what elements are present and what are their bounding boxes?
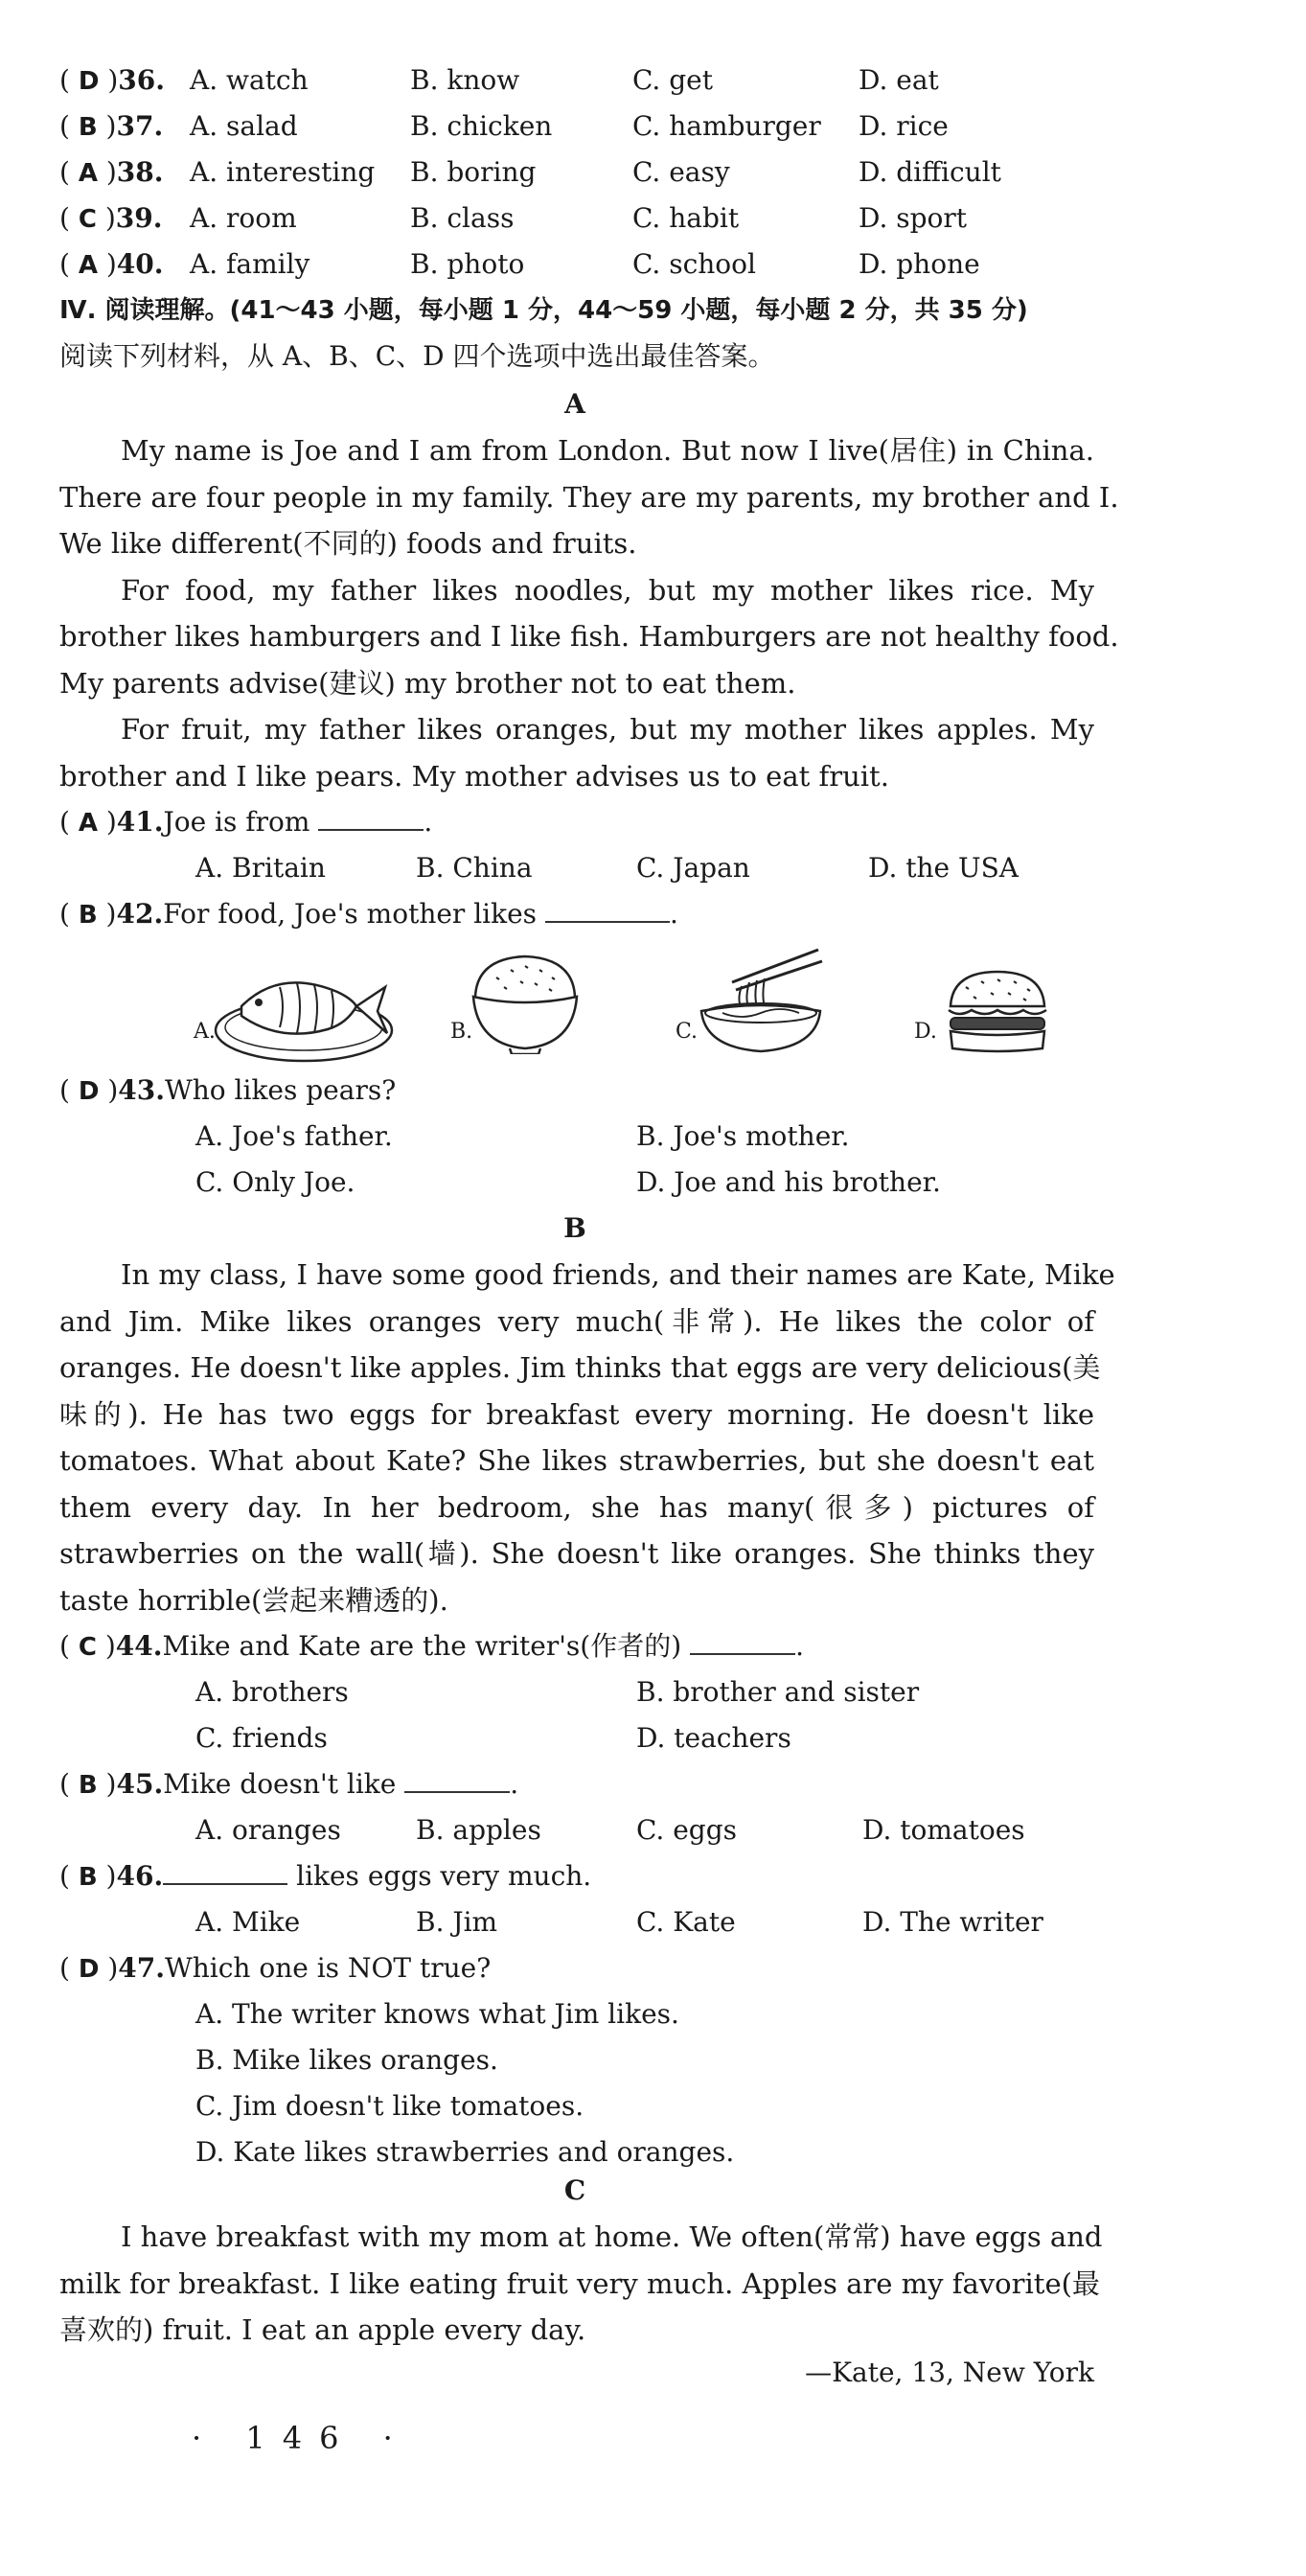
picture-label-d: D.: [914, 1020, 937, 1044]
passage-line: I have breakfast with my mom at home. We often(常常) have eggs and: [121, 2220, 1103, 2253]
question-36: ( D )36.: [59, 64, 165, 96]
passage-line: My parents advise(建议) my brother not to eat them.: [59, 666, 796, 700]
answer-mark: A: [78, 251, 98, 280]
option-b: B. class: [410, 202, 515, 234]
passage-c-label: C: [563, 2174, 586, 2206]
option-c: C. habit: [632, 202, 740, 234]
answer-mark: A: [78, 159, 98, 188]
option-d: D. Joe and his brother.: [636, 1166, 941, 1198]
passage-line: brother and I like pears. My mother advises us to eat fruit.: [59, 759, 889, 793]
question-end: .: [669, 898, 678, 930]
passage-line: There are four people in my family. They are my parents, my brother and I.: [59, 480, 1119, 514]
question-43: ( D )43.Who likes pears?: [59, 1074, 397, 1106]
option-a: A. watch: [190, 64, 309, 96]
passage-line: and Jim. Mike likes oranges very much(非常). He likes the color of: [59, 1304, 1094, 1338]
fish-picture: [213, 958, 395, 1064]
question-number: 43.: [118, 1074, 165, 1106]
question-end: .: [795, 1630, 804, 1662]
answer-mark: B: [78, 113, 98, 142]
picture-label-b: B.: [450, 1020, 473, 1044]
answer-mark: C: [78, 205, 97, 234]
answer-blank: [163, 1860, 287, 1885]
question-40: ( A )40.: [59, 248, 164, 280]
answer-mark: B: [78, 1863, 98, 1892]
option-a: A. room: [190, 202, 297, 234]
rice-picture: [468, 949, 583, 1054]
option-a: A. Britain: [195, 852, 326, 884]
passage-line: 味的). He has two eggs for breakfast every morning. He doesn't like: [59, 1397, 1094, 1431]
answer-mark: B: [78, 1771, 98, 1800]
answer-blank: [545, 898, 670, 923]
option-c: C. eggs: [636, 1814, 738, 1846]
question-number: 40.: [116, 248, 164, 280]
question-stem: likes eggs very much.: [296, 1860, 592, 1892]
question-number: 42.: [116, 898, 164, 930]
question-number: 41.: [116, 806, 164, 838]
option-d: D. teachers: [636, 1722, 791, 1754]
passage-line: 喜欢的) fruit. I eat an apple every day.: [59, 2313, 586, 2346]
option-b: B. photo: [410, 248, 525, 280]
option-a: A. brothers: [195, 1676, 349, 1708]
page-number: · 146 ·: [192, 2420, 410, 2456]
question-37: ( B )37.: [59, 110, 164, 142]
question-number: 45.: [116, 1768, 164, 1800]
passage-line: brother likes hamburgers and I like fish. Hamburgers are not healthy food.: [59, 620, 1119, 653]
passage-line: oranges. He doesn't like apples. Jim thinks that eggs are very delicious(美: [59, 1351, 1101, 1384]
option-d: D. rice: [859, 110, 949, 142]
question-end: .: [510, 1768, 519, 1800]
option-c: C. get: [632, 64, 713, 96]
answer-blank: [404, 1768, 510, 1793]
answer-mark: D: [78, 1077, 100, 1106]
question-number: 37.: [116, 110, 164, 142]
passage-c: [59, 2214, 1103, 2354]
question-45: ( B )45.Mike doesn't like .: [59, 1768, 519, 1800]
answer-mark: D: [78, 1955, 100, 1984]
question-stem: Mike and Kate are the writer's(作者的): [162, 1630, 682, 1662]
passage-b-label: B: [563, 1212, 586, 1244]
option-b: B. know: [410, 64, 520, 96]
question-stem: Which one is NOT true?: [164, 1952, 492, 1984]
option-d: D. The writer: [862, 1906, 1043, 1938]
option-b: B. Joe's mother.: [636, 1120, 850, 1152]
option-d: D. Kate likes strawberries and oranges.: [195, 2136, 735, 2168]
section-title: Ⅳ. 阅读理解。(41～43 小题，每小题 1 分，44～59 小题，每小题 2 分，共 35 分): [59, 296, 1028, 325]
option-b: B. chicken: [410, 110, 553, 142]
passage-signature: —Kate, 13, New York: [805, 2357, 1094, 2388]
option-d: D. difficult: [859, 156, 1001, 188]
question-stem: Mike doesn't like: [163, 1768, 397, 1800]
question-stem: Who likes pears?: [164, 1074, 397, 1106]
answer-mark: D: [78, 67, 100, 96]
question-number: 38.: [116, 156, 164, 188]
passage-line: milk for breakfast. I like eating fruit very much. Apples are my favorite(最: [59, 2266, 1100, 2300]
option-b: B. Mike likes oranges.: [195, 2044, 498, 2076]
question-38: ( A )38.: [59, 156, 164, 188]
passage-line: My name is Joe and I am from London. But now I live(居住) in China.: [121, 434, 1094, 467]
option-b: B. boring: [410, 156, 537, 188]
passage-line: taste horrible(尝起来糟透的).: [59, 1583, 448, 1617]
passage-line: For fruit, my father likes oranges, but my mother likes apples. My: [121, 713, 1094, 746]
passage-line: For food, my father likes noodles, but my mother likes rice. My: [121, 573, 1094, 607]
picture-label-c: C.: [676, 1020, 699, 1044]
option-a: A. salad: [190, 110, 298, 142]
question-number: 39.: [115, 202, 163, 234]
option-b: B. China: [416, 852, 533, 884]
option-a: A. oranges: [195, 1814, 341, 1846]
passage-line: strawberries on the wall(墙). She doesn't like oranges. She thinks they: [59, 1537, 1094, 1570]
answer-mark: A: [78, 809, 98, 838]
option-d: D. the USA: [868, 852, 1020, 884]
noodles-picture: [694, 944, 828, 1054]
option-a: A. Mike: [195, 1906, 301, 1938]
option-a: A. family: [190, 248, 310, 280]
question-end: .: [424, 806, 433, 838]
passage-line: tomatoes. What about Kate? She likes strawberries, but she doesn't eat: [59, 1444, 1094, 1477]
option-b: B. Jim: [416, 1906, 498, 1938]
passage-a: [59, 427, 1119, 799]
option-d: D. eat: [859, 64, 939, 96]
question-number: 47.: [118, 1952, 165, 1984]
option-d: D. tomatoes: [862, 1814, 1025, 1846]
question-number: 36.: [118, 64, 165, 96]
option-c: C. school: [632, 248, 756, 280]
option-c: C. Kate: [636, 1906, 736, 1938]
question-44: ( C )44.Mike and Kate are the writer's(作者的) .: [59, 1630, 804, 1662]
passage-line: them every day. In her bedroom, she has many(很多) pictures of: [59, 1490, 1094, 1524]
option-a: A. The writer knows what Jim likes.: [195, 1998, 679, 2030]
option-a: A. Joe's father.: [195, 1120, 393, 1152]
answer-mark: C: [78, 1633, 97, 1662]
option-c: C. Japan: [636, 852, 750, 884]
hamburger-picture: [945, 968, 1050, 1054]
question-stem: For food, Joe's mother likes: [163, 898, 538, 930]
option-c: C. Only Joe.: [195, 1166, 355, 1198]
option-d: D. phone: [859, 248, 980, 280]
option-c: C. friends: [195, 1722, 328, 1754]
question-number: 44.: [115, 1630, 163, 1662]
answer-blank: [318, 806, 424, 831]
option-b: B. brother and sister: [636, 1676, 920, 1708]
section-instruction: 阅读下列材料，从 A、B、C、D 四个选项中选出最佳答案。: [59, 340, 775, 372]
answer-mark: B: [78, 901, 98, 930]
option-b: B. apples: [416, 1814, 541, 1846]
question-41: ( A )41.Joe is from .: [59, 806, 433, 838]
question-46: ( B )46. likes eggs very much.: [59, 1860, 592, 1892]
option-c: C. easy: [632, 156, 730, 188]
passage-line: We like different(不同的) foods and fruits.: [59, 527, 637, 560]
option-c: C. hamburger: [632, 110, 821, 142]
question-47: ( D )47.Which one is NOT true?: [59, 1952, 492, 1984]
question-number: 46.: [116, 1860, 164, 1892]
passage-a-label: A: [564, 388, 585, 420]
option-d: D. sport: [859, 202, 968, 234]
question-stem: Joe is from: [163, 806, 310, 838]
option-a: A. interesting: [190, 156, 376, 188]
question-39: ( C )39.: [59, 202, 163, 234]
picture-label-a: A.: [194, 1020, 216, 1044]
answer-blank: [690, 1630, 795, 1655]
passage-line: In my class, I have some good friends, and their names are Kate, Mike: [121, 1258, 1115, 1291]
passage-b: [59, 1252, 1115, 1623]
question-42: ( B )42.For food, Joe's mother likes .: [59, 898, 678, 930]
option-c: C. Jim doesn't like tomatoes.: [195, 2090, 584, 2122]
